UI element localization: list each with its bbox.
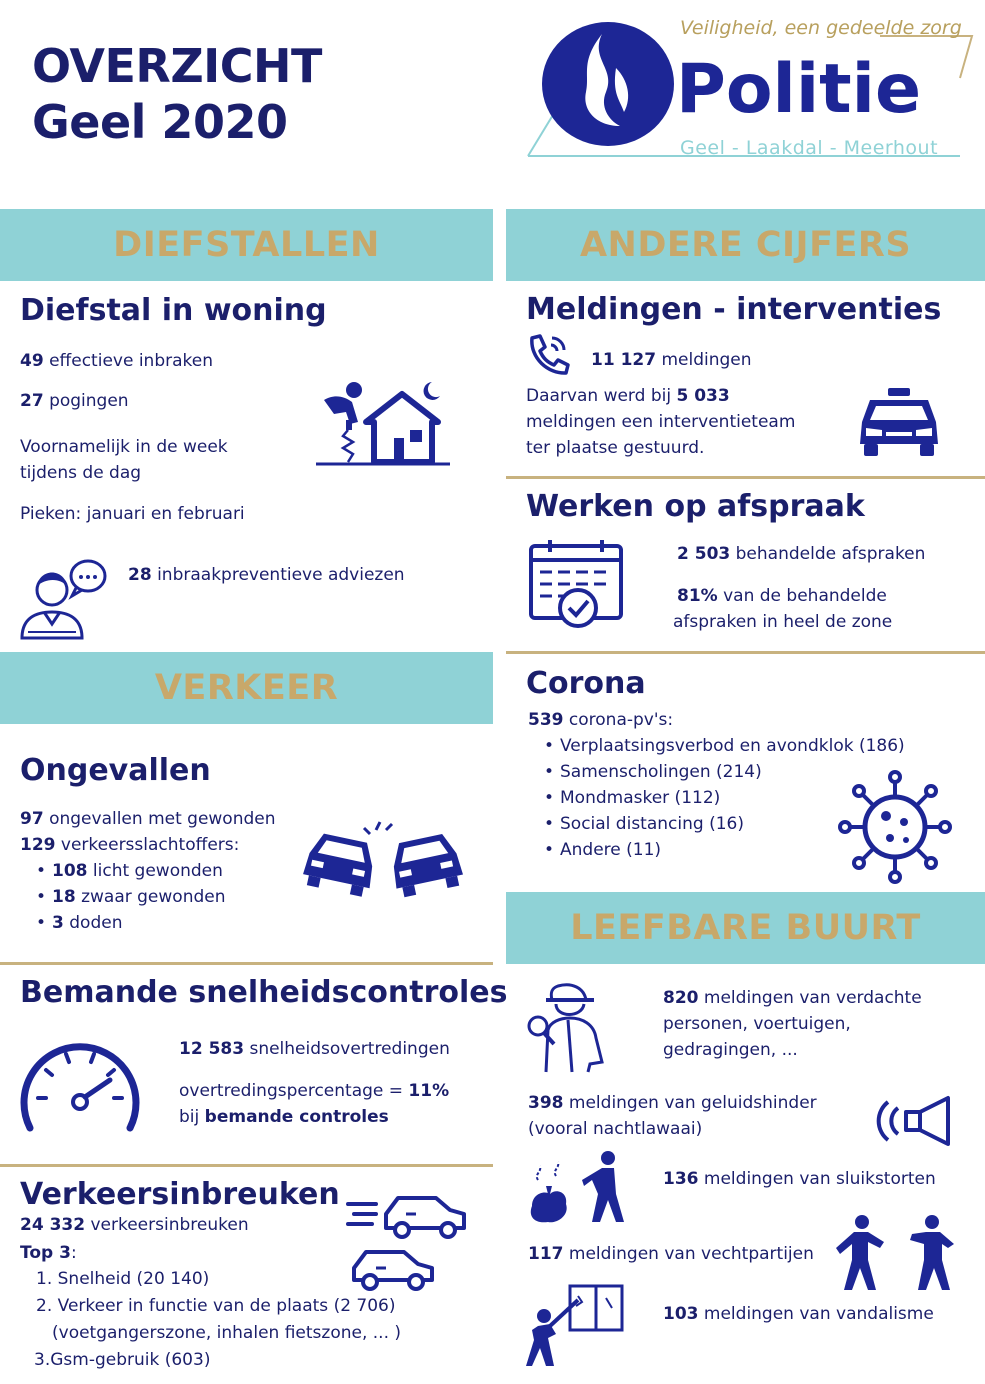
speedometer-icon — [16, 1036, 144, 1136]
slachtoffers-list — [32, 858, 226, 936]
divider — [0, 1164, 493, 1167]
stat-adviezen: 28 inbraakpreventieve adviezen — [128, 565, 405, 585]
stat-pieken: Pieken: januari en februari — [20, 504, 245, 524]
band-andere-label: ANDERE CIJFERS — [579, 225, 912, 265]
stat-afspraken: 2 503 behandelde afspraken — [677, 544, 926, 564]
stat-sluikstorten: 136 meldingen van sluikstorten — [663, 1169, 936, 1189]
police-car-icon — [856, 386, 942, 458]
top3-item: 1. Snelheid (20 140) — [36, 1269, 210, 1289]
section-title-diefstal: Diefstal in woning — [20, 293, 327, 328]
divider — [0, 962, 493, 965]
list-item: • Andere (11) — [540, 837, 905, 863]
stat-percentage: overtredingspercentage = 11% bij bemande controles — [179, 1081, 450, 1127]
section-title-meldingen: Meldingen - interventies — [526, 292, 942, 327]
stat-afspraak-zone: afspraken in heel de zone — [673, 612, 893, 632]
stat-week: Voornamelijk in de week tijdens de dag — [20, 437, 228, 483]
logo-tagline: Veiligheid, een gedeelde zorg — [680, 17, 962, 39]
stat-geluid: 398 meldingen van geluidshinder (vooral nachtlawaai) — [528, 1093, 817, 1139]
page-title — [32, 38, 322, 150]
band-verkeer-label: VERKEER — [154, 668, 339, 708]
band-diefstallen-label: DIEFSTALLEN — [113, 225, 380, 265]
list-item: • Samenscholingen (214) — [540, 759, 905, 785]
stat-vandalisme: 103 meldingen van vandalisme — [663, 1304, 934, 1324]
stat-ongevallen: 97 ongevallen met gewonden — [20, 809, 276, 829]
calendar-check-icon — [528, 538, 626, 630]
stat-vechtpartijen: 117 meldingen van vechtpartijen — [528, 1244, 814, 1264]
page-title-line1: OVERZICHT — [32, 39, 322, 93]
burglar-house-icon — [314, 372, 454, 468]
logo-zone: Geel - Laakdal - Meerhout — [680, 137, 939, 159]
section-title-corona: Corona — [526, 666, 646, 701]
virus-icon — [836, 770, 954, 884]
list-item: • 18 zwaar gewonden — [32, 884, 226, 910]
stat-inbraken: 49 effectieve inbraken — [20, 351, 213, 371]
section-title-ongevallen: Ongevallen — [20, 753, 211, 788]
phone-icon — [526, 334, 570, 376]
page-title-line2: Geel 2020 — [32, 95, 288, 149]
list-item: • Mondmasker (112) — [540, 785, 905, 811]
dumping-icon — [526, 1150, 626, 1226]
top3-item: 3.Gsm-gebruik (603) — [34, 1350, 211, 1370]
stat-interventie: Daarvan werd bij 5 033 meldingen een interventieteam ter plaatse gestuurd. — [526, 386, 796, 458]
band-leefbaar-label: LEEFBARE BUURT — [570, 908, 921, 948]
band-andere-cijfers — [506, 209, 985, 281]
logo-name: Politie — [676, 50, 922, 129]
stat-slachtoffers: 129 verkeersslachtoffers: — [20, 835, 240, 855]
section-title-inbreuken: Verkeersinbreuken — [20, 1177, 340, 1212]
stat-inbreuken: 24 332 verkeersinbreuken — [20, 1215, 249, 1235]
stat-corona: 539 corona-pv's: — [528, 710, 674, 730]
divider — [506, 651, 985, 654]
speeding-cars-icon — [346, 1184, 470, 1294]
band-diefstallen — [0, 209, 493, 281]
top3-item: 2. Verkeer in functie van de plaats (2 706) — [36, 1296, 396, 1316]
list-item: • Social distancing (16) — [540, 811, 905, 837]
advisor-chat-icon — [18, 556, 108, 640]
stat-snelheid: 12 583 snelheidsovertredingen — [179, 1039, 450, 1059]
fighting-icon — [834, 1214, 960, 1294]
stat-meldingen: 11 127 meldingen — [591, 350, 752, 370]
car-crash-icon — [302, 820, 466, 900]
band-leefbare-buurt — [506, 892, 985, 964]
section-title-afspraak: Werken op afspraak — [526, 489, 865, 524]
divider — [506, 476, 985, 479]
list-item: • 108 licht gewonden — [32, 858, 226, 884]
top3-item-note: (voetgangerszone, inhalen fietszone, ... ) — [52, 1323, 402, 1343]
list-item: • Verplaatsingsverbod en avondklok (186) — [540, 733, 905, 759]
stat-verdacht: 820 meldingen van verdachte personen, voertuigen, gedragingen, ... — [663, 988, 922, 1060]
section-title-snelheid: Bemande snelheidscontroles — [20, 975, 508, 1010]
vandalism-icon — [526, 1282, 626, 1372]
detective-icon — [524, 982, 610, 1074]
stat-pogingen: 27 pogingen — [20, 391, 129, 411]
top3-label: Top 3: — [20, 1243, 77, 1263]
list-item: • 3 doden — [32, 910, 226, 936]
stat-afspraak-pct: 81% van de behandelde — [677, 586, 887, 606]
loudspeaker-icon — [876, 1094, 956, 1148]
band-verkeer — [0, 652, 493, 724]
